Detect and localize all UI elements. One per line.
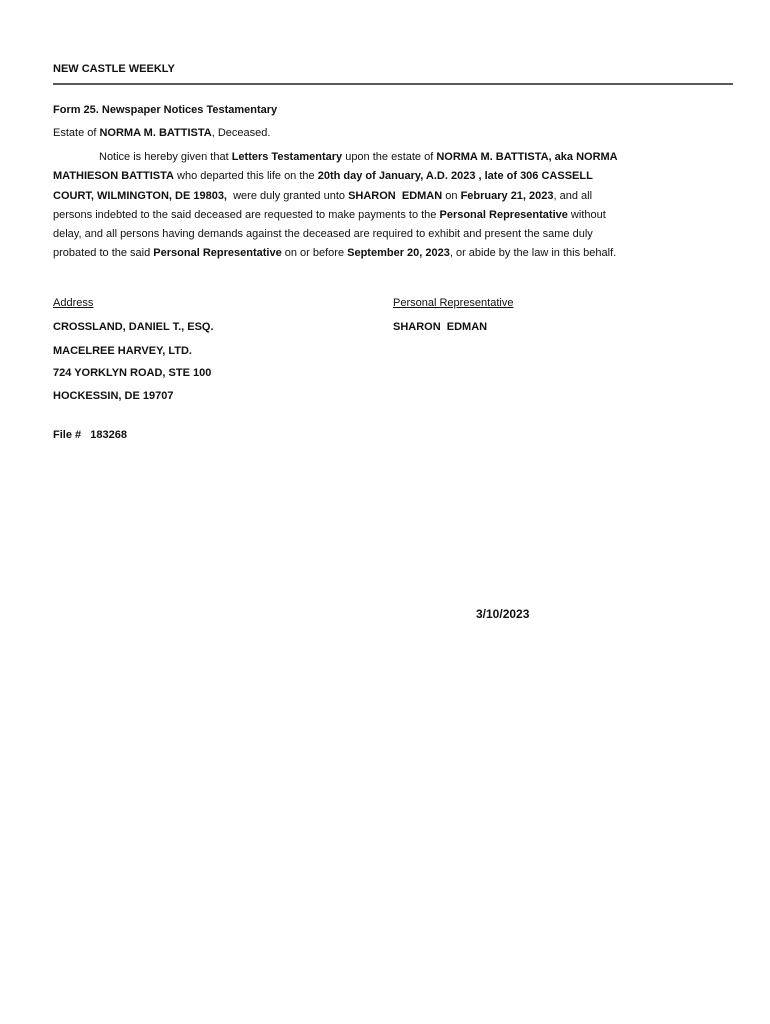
address-line-1: CROSSLAND, DANIEL T., ESQ. [53,321,214,333]
notice-text: on [442,189,461,202]
notice-bold: Personal Representative [439,208,568,221]
notice-line-6 [53,244,653,263]
notice-bold: 20th day of January, A.D. 2023 , late of 306 CASSELL [317,170,593,183]
notice-bold: Letters Testamentary [231,151,343,163]
notice-line-5 [53,225,653,244]
file-number-line [53,429,127,441]
header-divider [53,83,733,85]
notice-bold: September 20, 2023 [347,247,450,260]
estate-suffix: , Deceased. [211,127,271,139]
notice-text: , or abide by the law in this behalf. [449,247,617,260]
notice-text: delay, and all persons having demands against the deceased are required to exhibit and present the same duly [53,228,593,241]
notice-bold: COURT, WILMINGTON, DE 19803, [53,189,227,202]
notice-bold: Personal Representative [153,247,282,260]
notice-text: who departed this life on the [174,170,318,183]
notice-line-4 [53,206,653,225]
notice-text: Notice is hereby given that [99,151,232,163]
notice-line-2 [53,167,653,186]
notice-bold: February 21, 2023 [460,189,554,202]
newspaper-title: NEW CASTLE WEEKLY [53,63,175,75]
address-line-4: HOCKESSIN, DE 19707 [53,390,174,402]
notice-bold: NORMA M. BATTISTA, aka NORMA [436,151,618,163]
form-title: Form 25. Newspaper Notices Testamentary [53,104,278,116]
publication-date: 3/10/2023 [476,607,530,621]
file-label: File # [53,429,82,441]
address-label: Address [53,297,94,309]
notice-paragraph [53,148,653,264]
notice-text: without [567,208,606,221]
notice-bold: SHARON EDMAN [348,189,443,202]
decedent-name: NORMA M. BATTISTA [99,127,212,139]
notice-text: on or before [281,247,348,260]
notice-text: were duly granted unto [227,189,349,202]
notice-text: persons indebted to the said deceased are requested to make payments to the [53,208,440,221]
notice-bold: MATHIESON BATTISTA [53,170,174,183]
notice-text: upon the estate of [342,151,437,163]
file-number: 183268 [90,429,128,441]
representative-label: Personal Representative [393,297,514,309]
notice-text: probated to the said [53,247,154,260]
address-line-3: 724 YORKLYN ROAD, STE 100 [53,367,212,379]
estate-prefix: Estate of [53,127,100,139]
address-line-2: MACELREE HARVEY, LTD. [53,345,192,357]
estate-line [53,127,270,139]
notice-line-1 [53,148,653,167]
notice-line-3 [53,187,653,206]
notice-text: , and all [553,189,593,202]
representative-name: SHARON EDMAN [393,321,488,333]
